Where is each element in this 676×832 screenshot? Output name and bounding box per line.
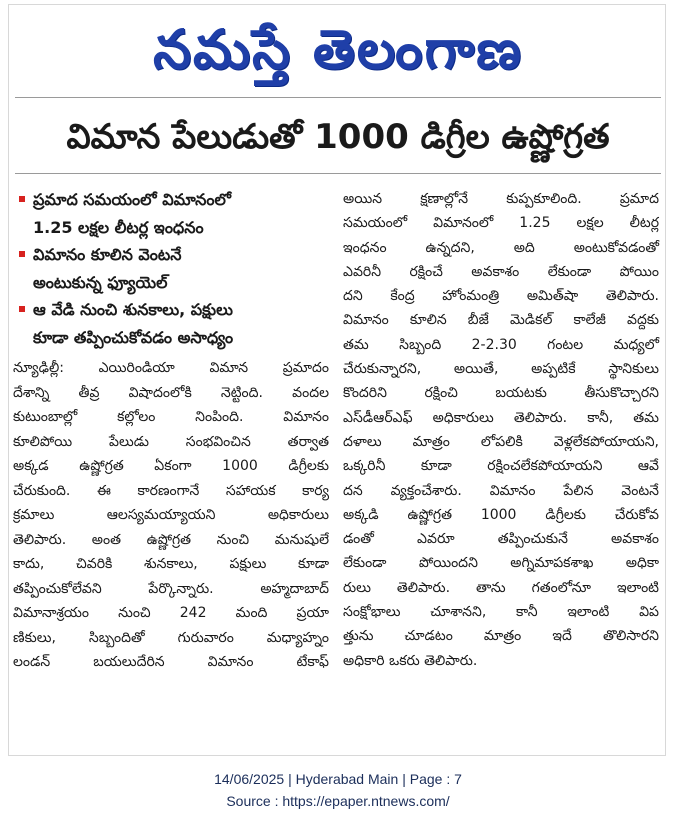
body-line: తెలిపారు. అంత ఉష్ణోగ్రత నుంచి మనుషులే [13, 531, 329, 548]
highlight-item [13, 242, 329, 295]
body-line: న్యూఢిల్లీ: ఎయిరిండియా విమాన ప్రమాదం [13, 360, 329, 376]
body-line: దని కేంద్ర హోంమంత్రి అమిత్‌షా తెలిపారు. [343, 288, 659, 305]
body-line: ఇంధనం ఉన్నదని, అది అంటుకోవడంతో [343, 239, 659, 256]
bullet-icon [19, 306, 25, 312]
footer-date-edition: 14/06/2025 | Hyderabad Main | Page : 7 [214, 771, 462, 787]
body-line: చేరుకున్నారని, అయితే, అప్పటికే స్థానికులు [343, 361, 659, 378]
body-line: దళాలు మాత్రం లోపలికి వెళ్లలేకపోయాయని, [343, 433, 659, 450]
body-line: దేశాన్ని తీవ్ర విషాదంలోకి నెట్టింది. వందల [13, 384, 329, 401]
body-line: కుటుంబాల్లో కల్లోలం నింపింది. విమానం [13, 409, 329, 425]
body-line: తమ సిబ్బంది 2-2.30 గంటల మధ్యలో [343, 336, 659, 353]
highlight-line: కూడా తప్పించుకోవడం అసాధ్యం [33, 328, 234, 347]
highlight-line: విమానం కూలిన వెంటనే [33, 245, 182, 264]
bullet-icon [19, 251, 25, 257]
body-line: లండన్ బయలుదేరిన విమానం టేకాఫ్ [13, 654, 329, 670]
page-footer [0, 768, 676, 812]
body-line: ణికులు, సిబ్బందితో గురువారం మధ్యాహ్నం [13, 629, 329, 646]
body-line: సమయంలో విమానంలో 1.25 లక్షల లీటర్ల [343, 215, 659, 232]
masthead-divider [15, 97, 661, 98]
body-line: కొందరిని రక్షించి బయటకు తీసుకొచ్చారని [343, 385, 659, 402]
highlight-line: 1.25 లక్షల లీటర్ల ఇంధనం [33, 218, 204, 237]
body-line: విమానాశ్రయం నుంచి 242 మంది ప్రయా [13, 605, 329, 621]
body-line: అధికారి ఒకరు తెలిపారు. [343, 652, 478, 669]
left-body-text [13, 356, 329, 675]
body-line: తప్పించుకోలేవని పేర్కొన్నారు. అహ్మదాబాద్ [13, 580, 329, 597]
left-column [13, 187, 329, 675]
bullet-icon [19, 196, 25, 202]
highlight-line: ప్రమాద సమయంలో విమానంలో [33, 190, 231, 209]
body-line: అక్కడ ఉష్ణోగ్రత ఏకంగా 1000 డిగ్రీలకు [13, 458, 329, 474]
body-line: విమానం కూలిన బీజే మెడికల్ కాలేజీ వద్దకు [343, 312, 659, 329]
right-body-text [343, 187, 659, 673]
footer-source: Source : https://epaper.ntnews.com/ [226, 793, 450, 809]
highlight-item [13, 297, 329, 350]
body-line: ఎవరినీ రక్షించే అవకాశం లేకుండా పోయిం [343, 263, 659, 280]
masthead [9, 9, 666, 89]
body-line: క్రమాలు ఆలస్యమయ్యాయని అధికారులు [13, 507, 329, 523]
newspaper-clipping [8, 4, 666, 756]
body-line: లేకుండా పోయిందని అగ్నిమాపకశాఖ అధికా [343, 555, 659, 572]
body-line: త్తును చూడటం మాత్రం ఇదే తొలిసారని [343, 628, 659, 645]
body-line: సంక్షోభాలు చూశానని, కానీ ఇలాంటి విప [343, 604, 659, 621]
body-line: దన వ్యక్తంచేశారు. విమానం పేలిన వెంటనే [343, 482, 659, 499]
body-line: చేరుకుంది. ఈ కారణంగానే సహాయక కార్య [13, 482, 329, 499]
body-line: ఎస్‌డీఆర్‌ఎఫ్ అధికారులు తెలిపారు. కానీ, తమ [343, 409, 659, 426]
article-headline: విమాన పేలుడుతో 1000 డిగ్రీల ఉష్ణోగ్రత [66, 117, 610, 157]
body-line: అయిన క్షణాల్లోనే కుప్పకూలింది. ప్రమాద [343, 191, 659, 207]
body-line: కాదు, చివరికి శునకాలు, పక్షులు కూడా [13, 556, 329, 572]
body-line: ఒక్కరినీ కూడా రక్షించలేకపోయాయని ఆవే [343, 458, 659, 475]
highlight-item [13, 187, 329, 240]
body-line: అక్కడి ఉష్ణోగ్రత 1000 డిగ్రీలకు చేరుకోవ [343, 506, 659, 523]
body-line: డంతో ఎవరూ తప్పించుకునే అవకాశం [343, 531, 659, 548]
body-line: కూలిపోయి పేలుడు సంభవించిన తర్వాత [13, 433, 329, 450]
body-line: రులు తెలిపారు. తాను గతంలోనూ ఇలాంటి [343, 579, 659, 596]
highlight-line: ఆ వేడి నుంచి శునకాలు, పక్షులు [33, 300, 233, 319]
right-column [343, 187, 659, 673]
masthead-logo: నమస్తే తెలంగాణ [153, 17, 523, 81]
headline-divider [15, 173, 661, 174]
highlights-list [13, 187, 329, 350]
highlight-line: అంటుకున్న ఫ్యూయెల్ [33, 273, 168, 292]
